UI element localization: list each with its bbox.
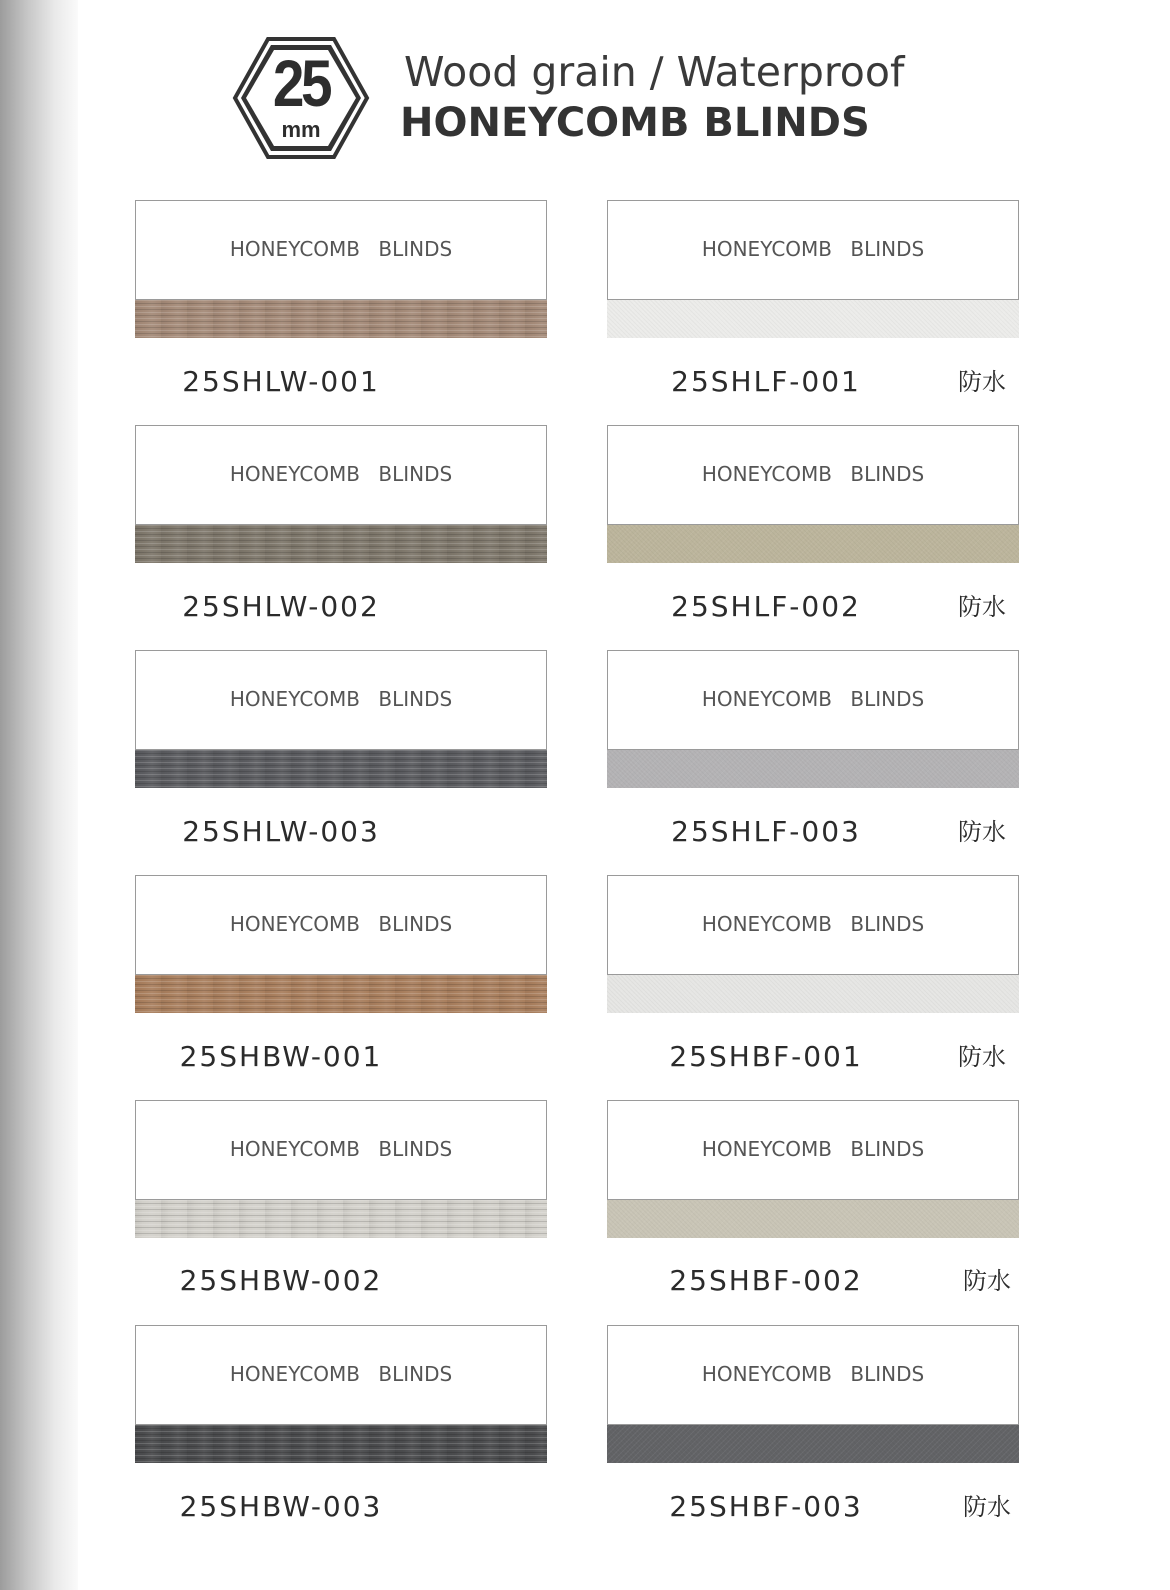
- size-badge: [232, 36, 370, 160]
- badge-unit: mm: [281, 117, 321, 142]
- product-code: 25SHBF-001: [669, 1040, 863, 1073]
- swatch-brand-label: HONEYCOMB BLINDS: [701, 687, 925, 711]
- product-code: 25SHLF-003: [671, 815, 861, 848]
- material-swatch: [607, 975, 1019, 1013]
- swatch-label-panel: [607, 425, 1019, 525]
- swatch-brand-label: HONEYCOMB BLINDS: [701, 462, 925, 486]
- swatch-card: [607, 875, 1019, 1013]
- product-code: 25SHLF-001: [671, 365, 861, 398]
- waterproof-tag: 防水: [958, 593, 1006, 621]
- product-code: 25SHBW-002: [179, 1264, 383, 1297]
- swatch-card: [607, 1325, 1019, 1463]
- waterproof-tag: 防水: [958, 1043, 1006, 1071]
- material-swatch: [135, 975, 547, 1013]
- waterproof-tag: 防水: [958, 368, 1006, 396]
- product-code: 25SHBF-003: [669, 1490, 863, 1523]
- swatch-label-panel: [607, 650, 1019, 750]
- swatch-card: [135, 1325, 547, 1463]
- swatch-label-panel: [135, 1100, 547, 1200]
- swatch-brand-label: HONEYCOMB BLINDS: [229, 237, 453, 261]
- waterproof-tag: 防水: [958, 818, 1006, 846]
- swatch-label-panel: [135, 425, 547, 525]
- material-swatch: [607, 750, 1019, 788]
- header-subtitle: Wood grain / Waterproof: [404, 48, 905, 96]
- material-swatch: [607, 1425, 1019, 1463]
- material-swatch: [135, 1200, 547, 1238]
- swatch-brand-label: HONEYCOMB BLINDS: [229, 1137, 453, 1161]
- swatch-brand-label: HONEYCOMB BLINDS: [701, 237, 925, 261]
- swatch-label-panel: [135, 200, 547, 300]
- swatch-brand-label: HONEYCOMB BLINDS: [229, 462, 453, 486]
- swatch-label-panel: [607, 1100, 1019, 1200]
- swatch-card: [607, 650, 1019, 788]
- material-swatch: [135, 300, 547, 338]
- swatch-brand-label: HONEYCOMB BLINDS: [229, 1362, 453, 1386]
- product-code: 25SHBW-001: [179, 1040, 383, 1073]
- product-code: 25SHLW-001: [182, 365, 380, 398]
- swatch-brand-label: HONEYCOMB BLINDS: [701, 912, 925, 936]
- page-edge-shadow: [0, 0, 78, 1590]
- swatch-brand-label: HONEYCOMB BLINDS: [701, 1362, 925, 1386]
- material-swatch: [135, 525, 547, 563]
- product-code: 25SHBW-003: [179, 1490, 383, 1523]
- product-code: 25SHBF-002: [669, 1264, 863, 1297]
- material-swatch: [135, 750, 547, 788]
- material-swatch: [607, 1200, 1019, 1238]
- swatch-brand-label: HONEYCOMB BLINDS: [229, 912, 453, 936]
- product-code: 25SHLW-003: [182, 815, 380, 848]
- waterproof-tag: 防水: [963, 1493, 1011, 1521]
- badge-number: 25: [272, 46, 330, 120]
- product-code: 25SHLW-002: [182, 590, 380, 623]
- page-title: HONEYCOMB BLINDS: [400, 100, 870, 146]
- swatch-card: [135, 1100, 547, 1238]
- swatch-card: [135, 425, 547, 563]
- swatch-card: [135, 875, 547, 1013]
- swatch-label-panel: [135, 1325, 547, 1425]
- material-swatch: [607, 300, 1019, 338]
- swatch-card: [135, 650, 547, 788]
- swatch-card: [607, 1100, 1019, 1238]
- swatch-card: [607, 425, 1019, 563]
- product-code: 25SHLF-002: [671, 590, 861, 623]
- material-swatch: [135, 1425, 547, 1463]
- swatch-card: [135, 200, 547, 338]
- swatch-label-panel: [607, 200, 1019, 300]
- swatch-label-panel: [607, 1325, 1019, 1425]
- waterproof-tag: 防水: [963, 1267, 1011, 1295]
- material-swatch: [607, 525, 1019, 563]
- swatch-card: [607, 200, 1019, 338]
- swatch-label-panel: [135, 650, 547, 750]
- swatch-brand-label: HONEYCOMB BLINDS: [229, 687, 453, 711]
- swatch-label-panel: [135, 875, 547, 975]
- swatch-label-panel: [607, 875, 1019, 975]
- swatch-brand-label: HONEYCOMB BLINDS: [701, 1137, 925, 1161]
